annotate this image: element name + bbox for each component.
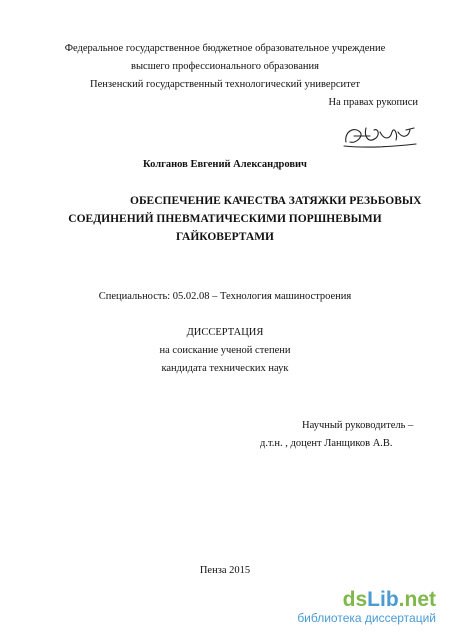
- dissertation-type: ДИССЕРТАЦИЯ: [186, 327, 264, 338]
- dslib-logo: dsLib.net: [342, 588, 436, 611]
- dslib-watermark: [297, 589, 436, 625]
- title-line-2: СОЕДИНЕНИЙ ПНЕВМАТИЧЕСКИМИ ПОРШНЕВЫМИ: [68, 213, 382, 225]
- signature: [340, 118, 420, 152]
- dissertation-degree: кандидата технических наук: [161, 363, 289, 374]
- title-line-3: ГАЙКОВЕРТАМИ: [175, 231, 275, 243]
- institution-line-2: высшего профессионального образования: [131, 61, 319, 72]
- supervisor-name: д.т.н. , доцент Ланщиков А.В.: [260, 438, 393, 449]
- specialty: Специальность: 05.02.08 – Технология машиностроения: [98, 291, 352, 302]
- dissertation-purpose: на соискание ученой степени: [159, 345, 291, 356]
- author-name: Колганов Евгений Александрович: [143, 159, 307, 170]
- watermark-subtitle: библиотека диссертаций: [297, 611, 436, 625]
- city-year: Пенза 2015: [199, 565, 251, 576]
- title-line-1: ОБЕСПЕЧЕНИЕ КАЧЕСТВА ЗАТЯЖКИ РЕЗЬБОВЫХ: [130, 195, 422, 207]
- supervisor-role: Научный руководитель –: [302, 420, 414, 431]
- institution-line-3: Пензенский государственный технологический университет: [90, 79, 360, 90]
- institution-line-1: Федеральное государственное бюджетное образовательное учреждение: [64, 43, 386, 54]
- rights-note: На правах рукописи: [328, 97, 418, 108]
